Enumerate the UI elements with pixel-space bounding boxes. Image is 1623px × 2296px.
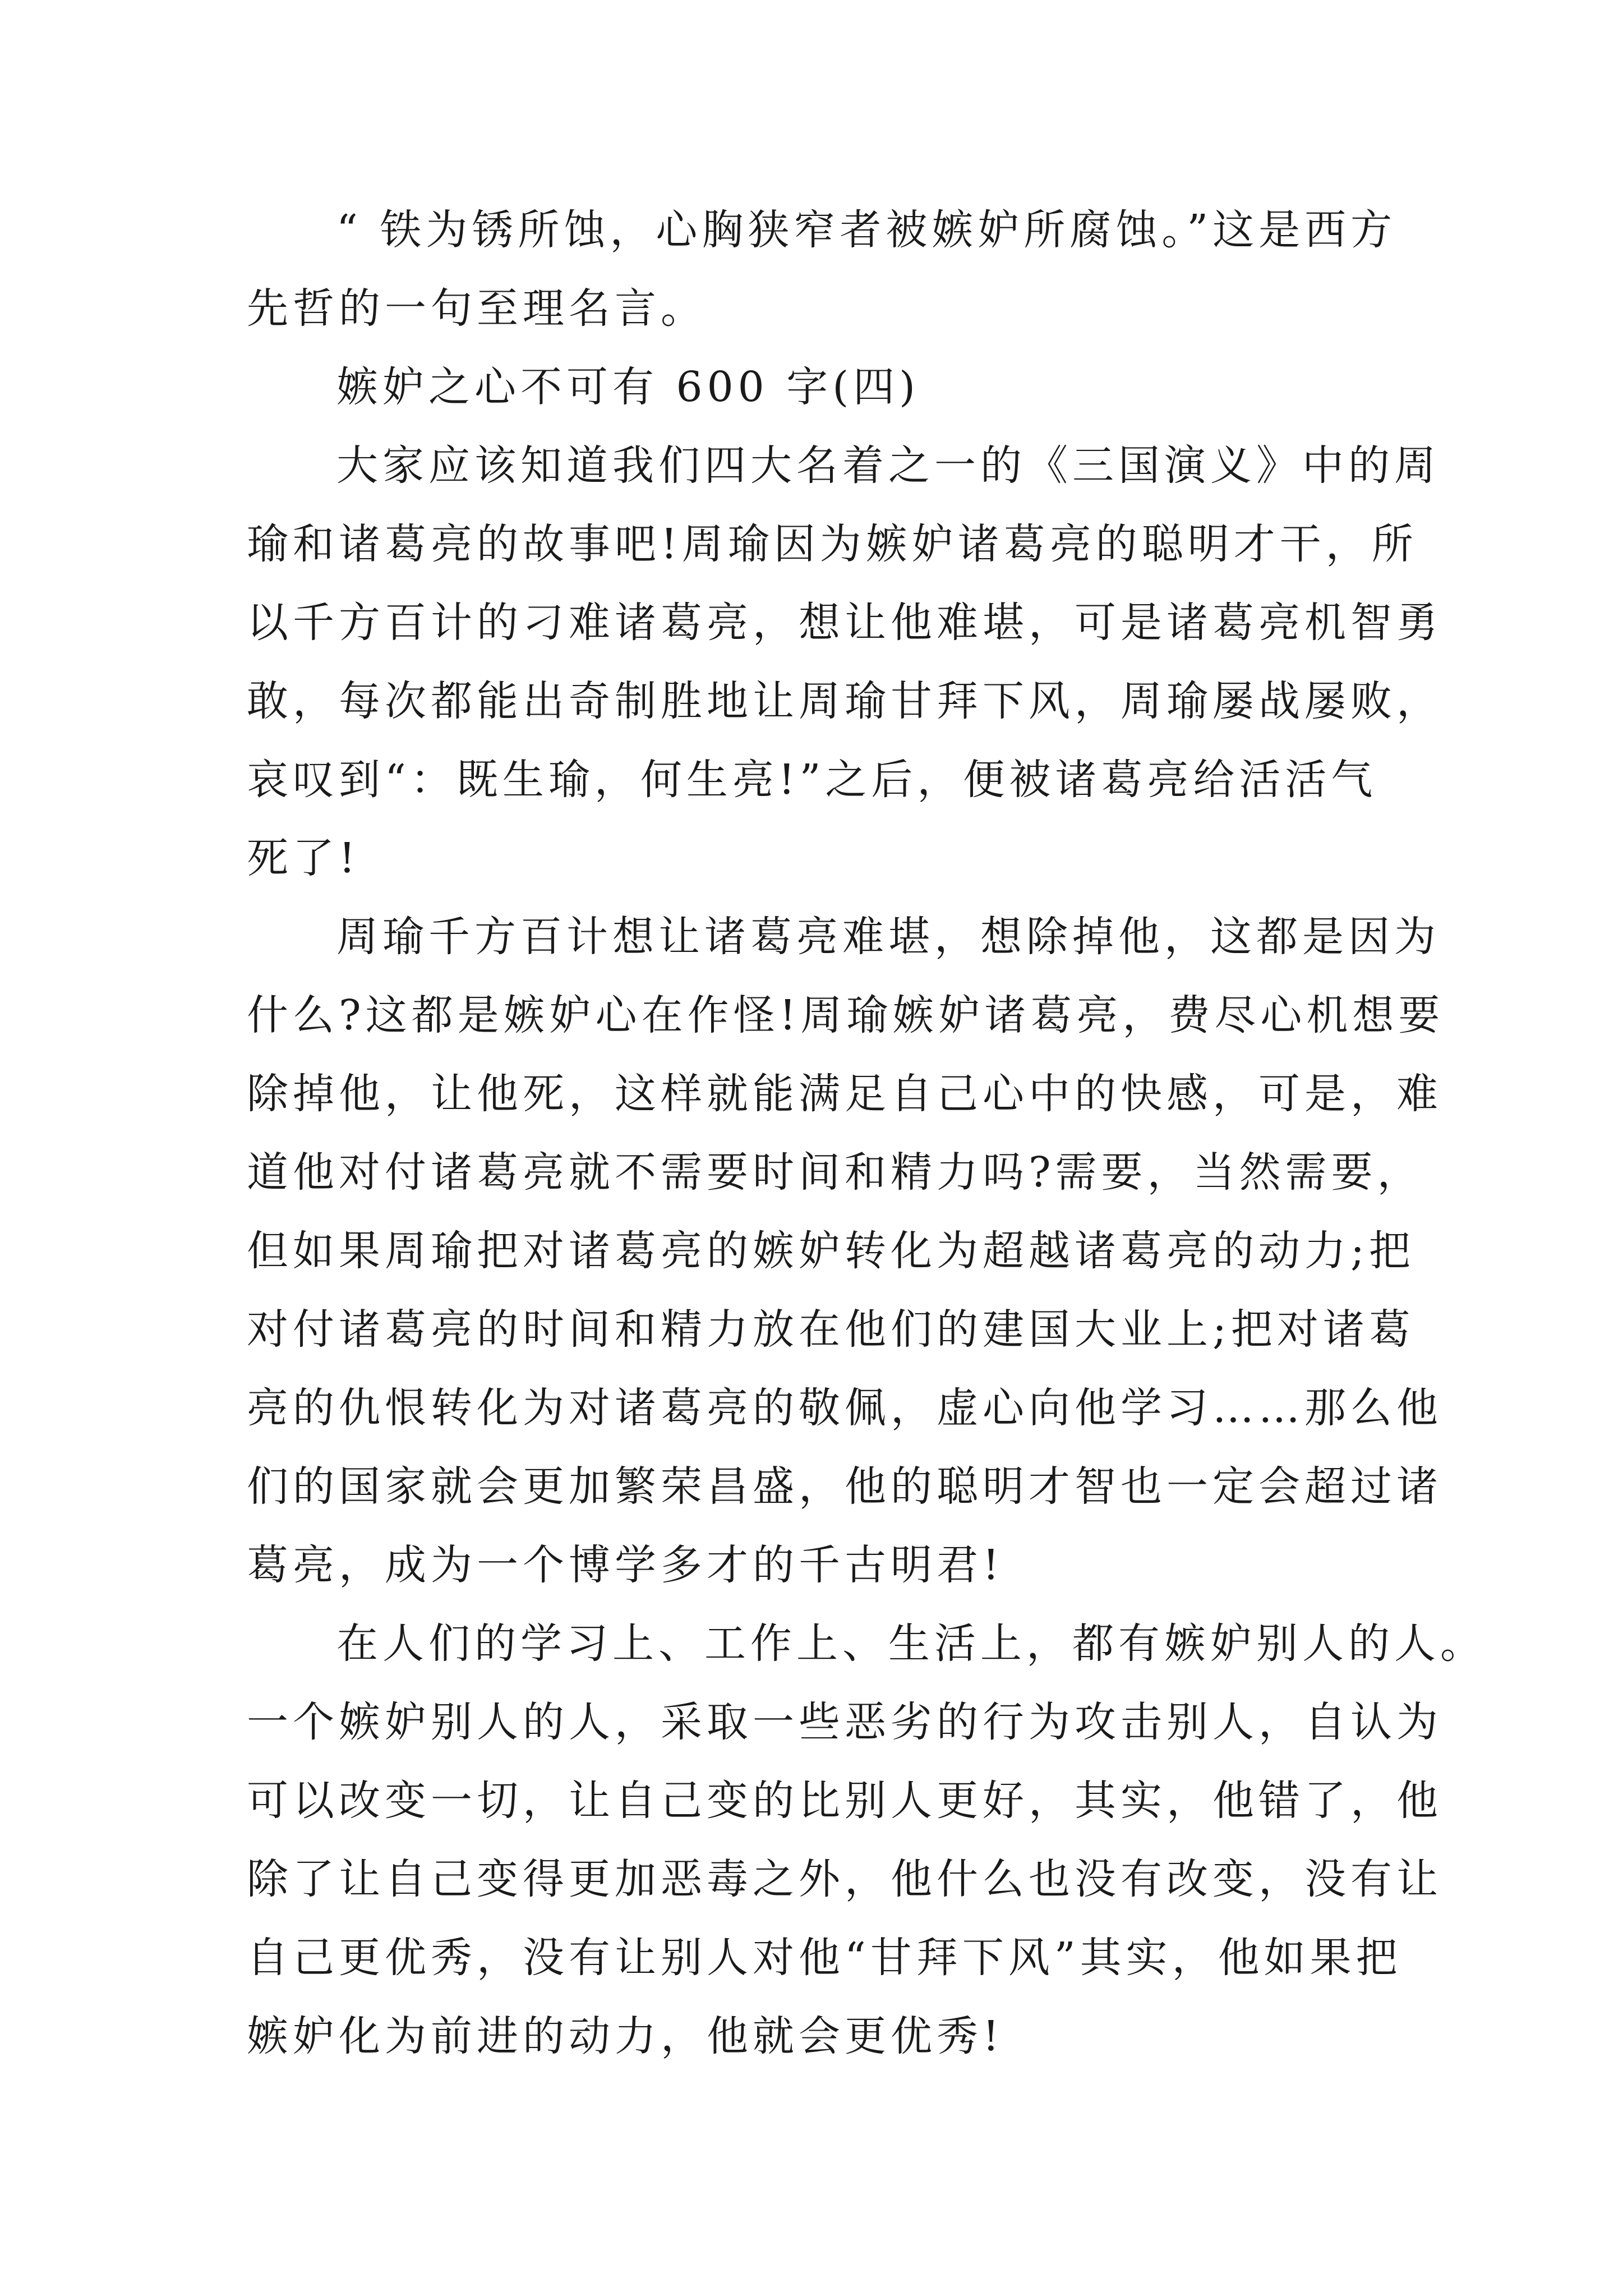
paragraph-analysis: [247, 898, 1445, 1604]
text-line: 道他对付诸葛亮就不需要时间和精力吗?需要，当然需要，: [247, 1148, 1423, 1197]
text-line: 嫉妒化为前进的动力，他就会更优秀!: [247, 2012, 1004, 2060]
section-heading: [247, 348, 1391, 426]
text-line: 哀叹到“：既生瑜，何生亮!”之后，便被诸葛亮给活活气: [247, 756, 1377, 804]
paragraph-story: [247, 426, 1442, 898]
text-line: 在人们的学习上、工作上、生活上，都有嫉妒别人的人。: [336, 1619, 1486, 1668]
text-line: 除掉他，让他死，这样就能满足自己心中的快感，可是，难: [247, 1070, 1442, 1118]
text-line: 以千方百计的刁难诸葛亮，想让他难堪，可是诸葛亮机智勇: [247, 599, 1442, 647]
paragraph-quote: [247, 191, 1397, 348]
text-line: 先哲的一句至理名言。: [247, 284, 707, 333]
text-line: 对付诸葛亮的时间和精力放在他们的建国大业上;把对诸葛: [247, 1305, 1415, 1354]
text-line: 亮的仇恨转化为对诸葛亮的敬佩，虚心向他学习……那么他: [247, 1384, 1442, 1432]
heading-text: 嫉妒之心不可有 600 字(四): [336, 363, 920, 411]
text-line: 们的国家就会更加繁荣昌盛，他的聪明才智也一定会超过诸: [247, 1462, 1442, 1511]
text-line: 周瑜千方百计想让诸葛亮难堪，想除掉他，这都是因为: [336, 913, 1440, 961]
text-line: 瑜和诸葛亮的故事吧!周瑜因为嫉妒诸葛亮的聪明才干，所: [247, 520, 1418, 568]
text-line: 葛亮，成为一个博学多才的千古明君!: [247, 1541, 1004, 1589]
text-line: “ 铁为锈所蚀，心胸狭窄者被嫉妒所腐蚀。”这是西方: [336, 206, 1397, 254]
text-line: 自己更优秀，没有让别人对他“甘拜下风”其实，他如果把: [247, 1934, 1402, 1982]
document-body: [247, 191, 1486, 2076]
text-line: 可以改变一切，让自己变的比别人更好，其实，他错了，他: [247, 1777, 1442, 1825]
text-line: 但如果周瑜把对诸葛亮的嫉妒转化为超越诸葛亮的动力;把: [247, 1227, 1415, 1275]
text-line: 大家应该知道我们四大名着之一的《三国演义》中的周: [336, 441, 1440, 490]
paragraph-conclusion: [247, 1604, 1486, 2076]
text-line: 什么?这都是嫉妒心在作怪!周瑜嫉妒诸葛亮，费尽心机想要: [247, 991, 1445, 1039]
text-line: 一个嫉妒别人的人，采取一些恶劣的行为攻击别人，自认为: [247, 1698, 1442, 1746]
text-line: 除了让自己变得更加恶毒之外，他什么也没有改变，没有让: [247, 1855, 1442, 1903]
text-line: 死了!: [247, 834, 360, 882]
text-line: 敢，每次都能出奇制胜地让周瑜甘拜下风，周瑜屡战屡败，: [247, 677, 1442, 725]
